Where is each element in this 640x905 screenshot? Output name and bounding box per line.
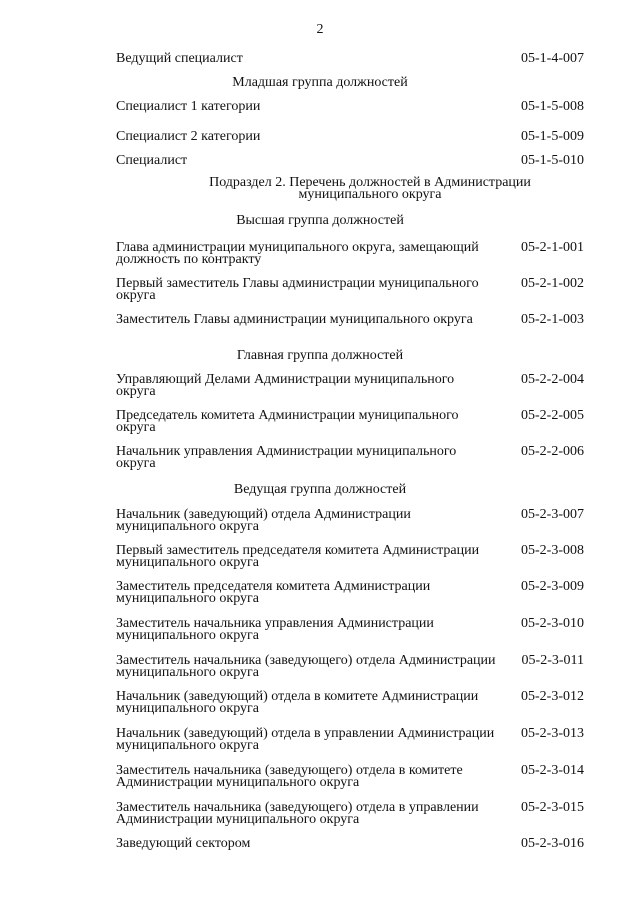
position-code: 05-2-3-012 [521,689,584,704]
position-title: Специалист 2 категории [116,129,261,144]
position-code: 05-1-5-010 [521,153,584,168]
position-code: 05-2-3-009 [521,579,584,594]
position-title: Управляющий Делами Администрации муниципального округа [116,372,455,399]
position-row [116,765,584,789]
position-code: 05-2-3-014 [521,763,584,778]
position-code: 05-2-3-016 [521,836,584,851]
position-title: Заведующий сектором [116,836,251,851]
group-heading: Главная группа должностей [236,348,404,363]
position-row [116,155,584,167]
position-row [116,838,584,850]
position-row [116,101,584,113]
position-title: Заместитель начальника (заведующего) отдела Администрации муниципального округа [116,653,496,680]
position-title: Специалист 1 категории [116,99,261,114]
position-title: Глава администрации муниципального округа, замещающий должность по контракту [116,240,479,267]
position-title: Начальник управления Администрации муниципального округа [116,444,457,471]
page-number: 2 [316,22,324,37]
position-title: Председатель комитета Администрации муниципального округа [116,408,459,435]
group-heading: Ведущая группа должностей [233,482,407,497]
position-title: Специалист [116,153,188,168]
position-code: 05-2-2-004 [521,372,584,387]
position-code: 05-1-5-009 [521,129,584,144]
position-row [116,618,584,642]
position-row [116,509,584,533]
position-row [116,374,584,398]
position-title: Заместитель Главы администрации муниципального округа [116,312,473,327]
position-code: 05-2-3-007 [521,507,584,522]
position-code: 05-2-1-002 [521,276,584,291]
position-title: Начальник (заведующий) отдела в комитете Администрации муниципального округа [116,689,479,716]
position-code: 05-2-3-013 [521,726,584,741]
position-title: Начальник (заведующий) отдела Администрации муниципального округа [116,507,411,534]
position-row [116,410,584,434]
position-code: 05-2-2-006 [521,444,584,459]
position-code: 05-2-3-010 [521,616,584,631]
position-title: Первый заместитель председателя комитета Администрации муниципального округа [116,543,480,570]
subsection-heading: Подраздел 2. Перечень должностей в Администрации муниципального округа [209,175,531,202]
position-row [116,314,584,326]
position-row [116,545,584,569]
position-code: 05-2-1-001 [521,240,584,255]
position-title: Заместитель председателя комитета Администрации муниципального округа [116,579,431,606]
position-row [116,581,584,605]
position-code: 05-2-3-008 [521,543,584,558]
position-row [116,242,584,266]
position-row [116,655,584,679]
position-code: 05-1-5-008 [521,99,584,114]
position-row [116,53,584,65]
position-row [116,802,584,826]
position-title: Заместитель начальника управления Администрации муниципального округа [116,616,434,643]
position-title: Ведущий специалист [116,51,243,66]
position-row [116,728,584,752]
position-title: Начальник (заведующий) отдела в управлении Администрации муниципального округа [116,726,495,753]
position-title: Заместитель начальника (заведующего) отдела в управлении Администрации муниципального округа [116,800,479,827]
position-row [116,691,584,715]
position-row [116,446,584,470]
position-row [116,278,584,302]
position-code: 05-2-2-005 [521,408,584,423]
position-code: 05-2-1-003 [521,312,584,327]
position-code: 05-1-4-007 [521,51,584,66]
position-title: Заместитель начальника (заведующего) отдела в комитете Администрации муниципального округа [116,763,463,790]
position-title: Первый заместитель Главы администрации муниципального округа [116,276,479,303]
group-heading: Высшая группа должностей [236,213,404,228]
position-code: 05-2-3-011 [521,653,584,668]
position-code: 05-2-3-015 [521,800,584,815]
position-row [116,131,584,143]
group-heading: Младшая группа должностей [232,75,408,90]
